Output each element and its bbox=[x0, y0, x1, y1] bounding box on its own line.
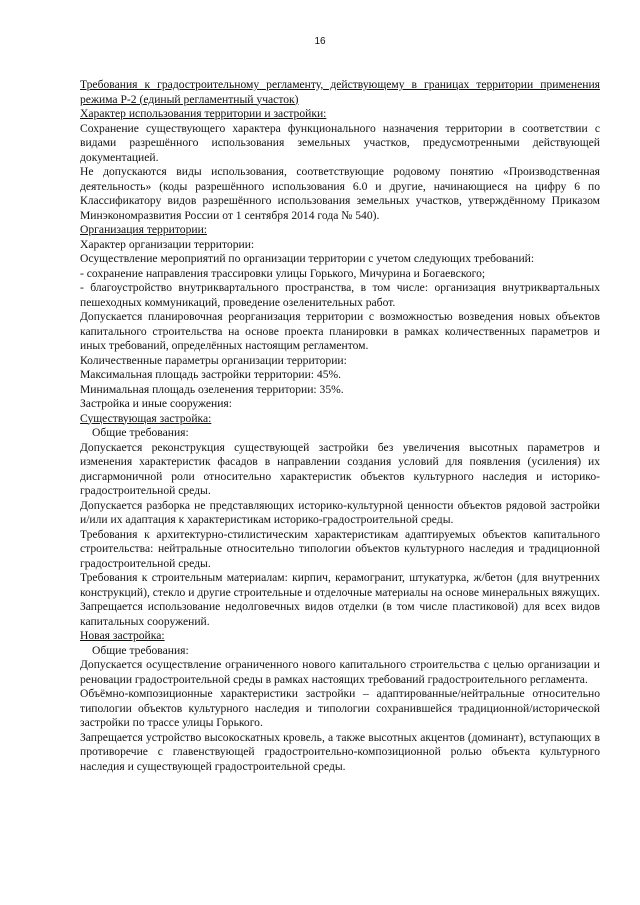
paragraph: Запрещается использование недолговечных видов отделки (в том числе пластиковой) для всех видов капитальных сооружений. bbox=[80, 600, 600, 628]
heading-new-buildings: Новая застройка: bbox=[80, 629, 165, 642]
paragraph: Осуществление мероприятий по организации территории с учетом следующих требований: bbox=[80, 252, 535, 265]
paragraph: Минимальная площадь озеленения территории: 35%. bbox=[80, 382, 344, 396]
page-number: 16 bbox=[314, 36, 326, 47]
paragraph: Максимальная площадь застройки территории: 45%. bbox=[80, 368, 342, 381]
paragraph: Требования к архитектурно-стилистическим характеристикам адаптируемых объектов капитального строительства: нейтральные относительно типологии объектов культурного наследия и традиционной градостроительной среды. bbox=[80, 527, 600, 570]
paragraph: Допускается планировочная реорганизация территории с возможностью возведения новых объектов капитального строительства на основе проекта планировки в рамках количественных параметров и иных требований, определённых настоящим регламентом. bbox=[80, 310, 600, 352]
heading-requirements: Требования к градостроительному регламенту, действующему в границах территории применения режима Р-2 (единый регламентный участок) bbox=[80, 78, 600, 106]
paragraph: Количественные параметры организации территории: bbox=[80, 353, 347, 367]
paragraph: Сохранение существующего характера функционального назначения территории в соответствии с видами разрешённого использования земельных участков, предусмотренными действующей документацией. bbox=[80, 121, 600, 164]
paragraph: Допускается осуществление ограниченного нового капитального строительства с целью организации и реновации градостроительной среды в рамках настоящих требований градостроительного регламента. bbox=[80, 658, 600, 686]
heading-territory-organization: Организация территории: bbox=[80, 223, 207, 236]
paragraph: Объёмно-композиционные характеристики застройки – адаптированные/нейтральные относительно типологии объектов культурного наследия и типологии сохранившейся традиционной/исторической застройки по трассе улицы Горького. bbox=[80, 687, 600, 729]
list-item: - сохранение направления трассировки улицы Горького, Мичурина и Богаевского; bbox=[80, 266, 486, 280]
paragraph: Застройка и иные сооружения: bbox=[80, 397, 232, 410]
subheading-general-requirements: Общие требования: bbox=[92, 643, 189, 657]
paragraph: Допускается разборка не представляющих историко-культурной ценности объектов рядовой застройки и/или их адаптация к характеристикам историко-градостроительной среды. bbox=[80, 498, 600, 526]
subheading-general-requirements: Общие требования: bbox=[92, 426, 189, 439]
paragraph: Запрещается устройство высокоскатных кровель, а также высотных акцентов (доминант), вступающих в противоречие с главенствующей градостроительно-композиционной ролью объекта культурного наследия и существующей градостроительной среды. bbox=[80, 730, 600, 773]
heading-existing-buildings: Существующая застройка: bbox=[80, 411, 212, 425]
heading-usage-character: Характер использования территории и застройки: bbox=[80, 107, 327, 120]
paragraph: Не допускаются виды использования, соответствующие родовому понятию «Производственная деятельность» (коды разрешённого использования 6.0 и другие, начинающиеся на цифру 6 по Классификатору видов разрешённого использования земельных участков, утверждённому Приказом Минэкономразвития России от 1 сентября 2014 года № 540). bbox=[80, 165, 600, 222]
paragraph: Допускается реконструкция существующей застройки без увеличения высотных параметров и изменения характеристик фасадов в направлении создания условий для появления (усиления) их дисгармоничной роли относительно характеристик объектов культурного наследия и историко-градостроительной среды. bbox=[80, 440, 600, 497]
paragraph: Характер организации территории: bbox=[80, 237, 255, 251]
paragraph: Требования к строительным материалам: кирпич, керамогранит, штукатурка, ж/бетон (для внутренних конструкций), стекло и другие строительные и отделочные материалы на основе минеральных вяжущих. bbox=[80, 571, 600, 599]
document-body bbox=[80, 78, 600, 774]
list-item: - благоустройство внутриквартального пространства, в том числе: организация внутриквартальных пешеходных коммуникаций, проведение озеленительных работ. bbox=[80, 281, 600, 309]
